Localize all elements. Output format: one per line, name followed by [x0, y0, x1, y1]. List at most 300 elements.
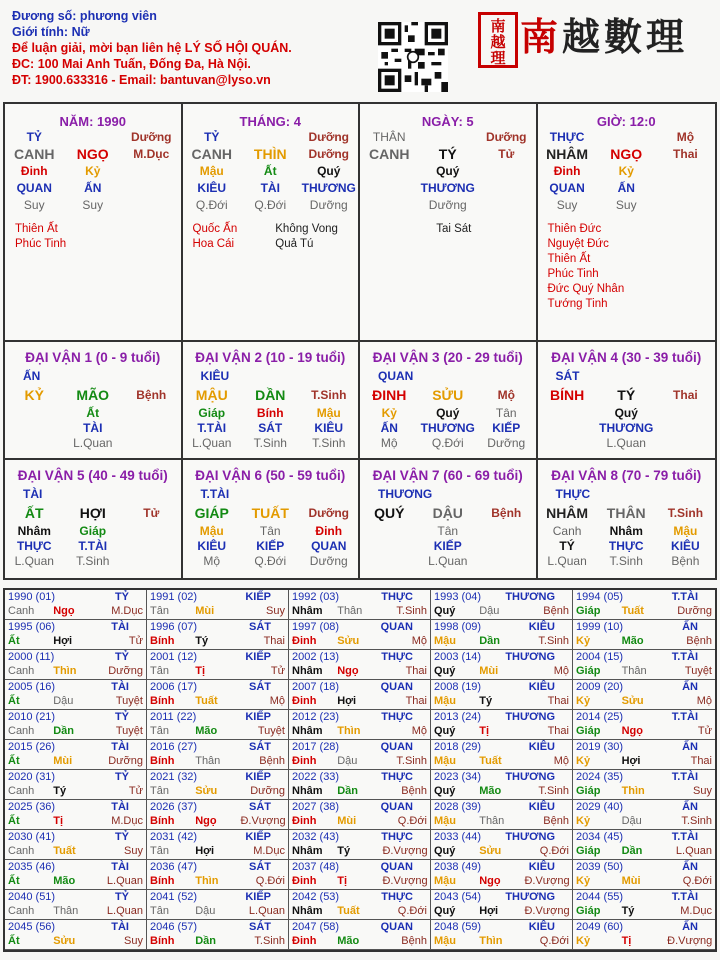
year-top — [434, 890, 569, 904]
pillar-cell: ẤN — [617, 181, 635, 195]
period-row — [538, 524, 716, 539]
year-top — [150, 650, 285, 664]
period-row — [5, 502, 181, 524]
year-star: SÁT — [249, 741, 271, 753]
period-row — [538, 406, 716, 421]
year-star: SÁT — [249, 801, 271, 813]
year-branch: Sửu — [337, 635, 360, 647]
pillar-row — [183, 129, 359, 146]
year-stem: Đinh — [292, 635, 317, 647]
period-cell: T.Sinh — [667, 506, 704, 520]
pillar-1 — [183, 104, 361, 342]
period-cell: L.Quan — [547, 554, 587, 568]
year-label: 2009 (20) — [576, 681, 624, 693]
year-bottom — [8, 844, 143, 858]
year-bottom — [292, 754, 427, 768]
period-cell — [538, 436, 597, 451]
year-stem: Bính — [150, 635, 175, 647]
pillar-cell: Mậu — [199, 164, 224, 178]
year-phase: Mộ — [696, 695, 712, 707]
period-cell: THƯƠNG — [420, 421, 475, 435]
year-cell — [147, 710, 289, 740]
year-stem: Bính — [150, 815, 175, 827]
period-row — [360, 554, 536, 569]
year-branch: Tị — [53, 815, 63, 827]
year-bottom — [292, 694, 427, 708]
year-top — [150, 890, 285, 904]
period-cell: L.Quan — [14, 554, 54, 568]
period-row — [360, 436, 536, 451]
period-cell: Nhâm — [609, 524, 643, 538]
year-bottom — [150, 604, 285, 618]
pillar-row — [183, 146, 359, 163]
year-stem: Quý — [434, 665, 456, 677]
year-branch: Tý — [195, 635, 209, 647]
year-stem: Ất — [8, 875, 20, 887]
year-star: SÁT — [249, 861, 271, 873]
year-label: 1996 (07) — [150, 621, 198, 633]
address: ĐC: 100 Mai Anh Tuấn, Đống Đa, Hà Nội. — [12, 57, 251, 71]
year-phase: T.Sinh — [538, 785, 569, 797]
year-bottom — [150, 754, 285, 768]
year-branch: Sửu — [621, 695, 644, 707]
year-phase: Dưỡng — [108, 665, 143, 677]
year-top — [576, 830, 712, 844]
year-phase: Đ.Vượng — [524, 875, 570, 887]
period-star: ẤN — [23, 369, 41, 383]
year-bottom — [576, 784, 712, 798]
year-branch: Thân — [53, 905, 79, 917]
year-star: THỰC — [381, 771, 413, 783]
period-cell: T.Sinh — [76, 554, 110, 568]
year-bottom — [576, 754, 712, 768]
year-stem: Mậu — [434, 875, 456, 887]
year-stem: Tân — [150, 725, 169, 737]
star-item: Tai Sát — [436, 223, 472, 235]
year-star: TÀI — [111, 801, 129, 813]
year-stem: Kỷ — [576, 815, 591, 827]
period-row — [183, 539, 359, 554]
year-stem: Đinh — [292, 755, 317, 767]
year-star: THỰC — [381, 591, 413, 603]
year-cell — [147, 830, 289, 860]
year-cell — [573, 770, 715, 800]
period-row — [538, 554, 716, 569]
star-item: Quả Tú — [275, 238, 314, 250]
year-star: TỶ — [114, 711, 129, 723]
year-branch: Mùi — [195, 605, 215, 617]
period-cell — [122, 524, 180, 539]
year-bottom — [576, 874, 712, 888]
period-cell: L.Quan — [192, 436, 232, 450]
year-cell — [5, 830, 147, 860]
period-row — [5, 436, 181, 451]
year-top — [8, 620, 143, 634]
year-branch: Tuất — [337, 905, 360, 917]
year-top — [8, 740, 143, 754]
period-cell: Canh — [552, 524, 582, 538]
year-phase: Tuyệt — [115, 695, 143, 707]
year-top — [292, 680, 427, 694]
year-top — [576, 740, 712, 754]
year-phase: Dưỡng — [677, 605, 712, 617]
year-star: T.TÀI — [671, 591, 698, 603]
year-bottom — [434, 904, 569, 918]
pillar-title: THÁNG: 4 — [239, 114, 301, 129]
year-stem: Ất — [8, 635, 20, 647]
pillar-cell — [360, 163, 418, 180]
year-phase: Q.Đới — [397, 905, 427, 917]
period-cell — [656, 421, 715, 436]
year-label: 1997 (08) — [292, 621, 340, 633]
year-star: QUAN — [380, 801, 413, 813]
star-item: Phúc Tinh — [15, 238, 67, 250]
brand-logo: 南越數理 — [520, 14, 689, 59]
year-cell — [289, 920, 431, 950]
year-bottom — [150, 634, 285, 648]
period-cell: DẬU — [432, 505, 463, 521]
pillar-cell — [656, 180, 715, 197]
pillar-row — [360, 180, 536, 197]
year-branch: Thìn — [479, 935, 503, 947]
year-star: TỶ — [114, 831, 129, 843]
star-item: Phúc Tinh — [547, 268, 599, 280]
period-cell: Tân — [259, 524, 281, 538]
year-bottom — [150, 904, 285, 918]
period-cell — [5, 421, 63, 436]
year-stem: Canh — [8, 665, 35, 677]
period-cell: GIÁP — [194, 505, 229, 521]
year-star: KIÊU — [528, 681, 555, 693]
year-stem: Nhâm — [292, 905, 323, 917]
year-branch: Mùi — [621, 875, 641, 887]
year-phase: Thai — [547, 725, 569, 737]
year-label: 2018 (29) — [434, 741, 482, 753]
year-phase: Bệnh — [259, 755, 285, 767]
pillar-cell — [64, 129, 122, 146]
year-stem: Tân — [150, 785, 169, 797]
stars-left — [15, 222, 98, 252]
period-cell: Dưỡng — [308, 506, 350, 520]
stars-right — [275, 222, 358, 252]
period-row — [538, 539, 716, 554]
year-branch: Tuất — [53, 845, 76, 857]
period-title: ĐẠI VẬN 7 (60 - 69 tuổi) — [372, 468, 523, 483]
year-star: QUAN — [380, 861, 413, 873]
year-stem: Kỷ — [576, 875, 591, 887]
year-phase: Bệnh — [543, 605, 569, 617]
year-branch: Sửu — [53, 935, 76, 947]
year-label: 2024 (35) — [576, 771, 624, 783]
yearly-grid — [3, 588, 717, 952]
year-star: KIÊU — [528, 861, 555, 873]
year-label: 2014 (25) — [576, 711, 624, 723]
year-top — [576, 920, 712, 934]
pillar-cell: THỰC — [549, 130, 585, 144]
year-star: KIÊU — [528, 801, 555, 813]
period-cell — [5, 406, 63, 421]
year-star: THỰC — [381, 831, 413, 843]
year-phase: Dưỡng — [250, 785, 285, 797]
year-phase: Tử — [697, 725, 712, 737]
year-top — [8, 590, 143, 604]
year-branch: Sửu — [479, 845, 502, 857]
star-item: Thiên Ất — [547, 253, 591, 265]
year-bottom — [292, 844, 427, 858]
year-star: KIẾP — [245, 651, 271, 663]
period-cell — [477, 554, 535, 569]
period-cell: Q.Đới — [431, 436, 464, 450]
period-cell: Thai — [673, 388, 698, 402]
year-branch: Tị — [621, 935, 632, 947]
year-phase: Thai — [690, 755, 712, 767]
period-cell: L.Quan — [428, 554, 468, 568]
year-label: 2000 (11) — [8, 651, 55, 663]
gender: Giới tính: Nữ — [12, 25, 90, 39]
pillar-cell — [122, 180, 180, 197]
year-branch: Dần — [195, 935, 216, 947]
year-star: TỶ — [114, 891, 129, 903]
pillar-row — [183, 180, 359, 197]
period-8 — [538, 460, 716, 578]
period-cell: Tử — [143, 506, 160, 520]
year-cell — [431, 710, 573, 740]
year-label: 2041 (52) — [150, 891, 198, 903]
year-bottom — [8, 724, 143, 738]
pillar-row — [183, 197, 359, 214]
year-branch: Hợi — [337, 695, 357, 707]
period-cell: MẬU — [195, 387, 228, 403]
year-bottom — [292, 814, 427, 828]
year-top — [150, 860, 285, 874]
year-stem: Đinh — [292, 935, 317, 947]
year-star: THƯƠNG — [505, 891, 555, 903]
year-cell — [5, 620, 147, 650]
pillar-cell: KIÊU — [197, 181, 227, 195]
year-stem: Nhâm — [292, 605, 323, 617]
year-phase: Suy — [693, 785, 712, 797]
year-branch: Dậu — [337, 755, 358, 767]
period-cell: QUAN — [311, 539, 347, 553]
year-top — [576, 860, 712, 874]
year-label: 2010 (21) — [8, 711, 56, 723]
year-bottom — [576, 844, 712, 858]
year-stem: Kỷ — [576, 935, 591, 947]
year-phase: T.Sinh — [538, 635, 569, 647]
year-top — [292, 770, 427, 784]
year-branch: Tị — [337, 875, 347, 887]
year-phase: Tử — [270, 665, 285, 677]
pillar-row — [5, 163, 181, 180]
year-phase: Tử — [128, 635, 143, 647]
year-label: 2007 (18) — [292, 681, 340, 693]
year-star: ẤN — [682, 681, 698, 693]
year-branch: Thìn — [621, 785, 645, 797]
year-stem: Bính — [150, 695, 175, 707]
year-phase: Tuyệt — [257, 725, 285, 737]
year-label: 2020 (31) — [8, 771, 56, 783]
year-bottom — [8, 754, 143, 768]
year-branch: Hợi — [621, 755, 641, 767]
year-star: THỰC — [381, 891, 413, 903]
year-top — [292, 800, 427, 814]
pillar-cell — [477, 197, 535, 214]
year-cell — [5, 920, 147, 950]
year-label: 1994 (05) — [576, 591, 624, 603]
year-branch: Ngọ — [337, 665, 359, 677]
period-cell: Đinh — [315, 524, 343, 538]
year-label: 2028 (39) — [434, 801, 482, 813]
year-star: ẤN — [682, 861, 698, 873]
year-top — [8, 800, 143, 814]
year-phase: T.Sinh — [681, 815, 712, 827]
year-branch: Thân — [195, 755, 221, 767]
year-cell — [431, 650, 573, 680]
year-branch: Dậu — [479, 605, 500, 617]
year-phase: M.Dục — [111, 605, 143, 617]
year-top — [292, 890, 427, 904]
pillar-row — [538, 129, 716, 146]
period-cell: Kỷ — [381, 406, 397, 420]
year-label: 2013 (24) — [434, 711, 482, 723]
year-star: THƯƠNG — [505, 831, 555, 843]
year-stem: Giáp — [576, 785, 601, 797]
year-label: 2004 (15) — [576, 651, 624, 663]
pillar-cell — [360, 180, 418, 197]
year-top — [576, 590, 712, 604]
year-top — [434, 830, 569, 844]
pillar-2 — [360, 104, 538, 342]
period-cell: Mậu — [199, 524, 224, 538]
period-6 — [183, 460, 361, 578]
year-label: 2021 (32) — [150, 771, 198, 783]
year-stem: Bính — [150, 755, 175, 767]
year-label: 2006 (17) — [150, 681, 198, 693]
pillar-cell — [477, 180, 535, 197]
year-bottom — [434, 694, 569, 708]
period-cell — [360, 524, 418, 539]
year-bottom — [150, 874, 285, 888]
year-phase: L.Quan — [106, 905, 143, 917]
year-cell — [573, 740, 715, 770]
period-row — [360, 524, 536, 539]
year-cell — [573, 890, 715, 920]
stars-right — [436, 222, 519, 237]
period-cell: Tân — [437, 524, 459, 538]
pillar-cell — [360, 197, 418, 214]
pillar-cell: Q.Đới — [254, 198, 287, 212]
year-branch: Tý — [337, 845, 351, 857]
year-bottom — [576, 664, 712, 678]
year-stem: Ất — [8, 815, 20, 827]
year-bottom — [8, 934, 143, 948]
period-cell — [122, 406, 180, 421]
year-bottom — [150, 814, 285, 828]
year-top — [576, 770, 712, 784]
year-bottom — [434, 724, 569, 738]
year-star: THỰC — [381, 711, 413, 723]
year-cell — [573, 800, 715, 830]
pillar-cell: Q.Đới — [195, 198, 228, 212]
pillar-row — [538, 146, 716, 163]
year-star: TỶ — [114, 651, 129, 663]
year-star: THỰC — [381, 651, 413, 663]
year-phase: T.Sinh — [396, 605, 427, 617]
year-phase: L.Quan — [675, 845, 712, 857]
year-branch: Mão — [53, 875, 76, 887]
year-branch: Tý — [479, 695, 493, 707]
period-cell — [656, 406, 715, 421]
year-top — [292, 650, 427, 664]
year-bottom — [434, 934, 569, 948]
year-top — [434, 740, 569, 754]
year-bottom — [150, 694, 285, 708]
period-title: ĐẠI VẬN 5 (40 - 49 tuổi) — [17, 468, 168, 483]
year-bottom — [434, 784, 569, 798]
year-star: KIÊU — [528, 621, 555, 633]
year-stem: Tân — [150, 605, 169, 617]
year-cell — [573, 680, 715, 710]
year-bottom — [292, 724, 427, 738]
year-bottom — [8, 664, 143, 678]
pillar-cell: Suy — [615, 198, 637, 212]
period-cell: KIẾP — [433, 539, 462, 553]
year-branch: Mùi — [337, 815, 357, 827]
year-stem: Kỷ — [576, 695, 591, 707]
period-1 — [5, 342, 183, 460]
year-bottom — [434, 874, 569, 888]
year-branch: Mão — [337, 935, 360, 947]
pillar-cell: TỶ — [204, 130, 220, 144]
period-title: ĐẠI VẬN 4 (30 - 39 tuổi) — [551, 350, 702, 365]
period-cell: Tân — [495, 406, 517, 420]
year-stem: Bính — [150, 935, 175, 947]
star-item: Thiên Đức — [547, 223, 602, 235]
header-info — [12, 8, 292, 88]
period-cell: ẤN — [380, 421, 398, 435]
period-row — [183, 524, 359, 539]
period-cell: QUÝ — [374, 505, 405, 521]
pillar-row — [360, 146, 536, 163]
year-branch: Sửu — [195, 785, 218, 797]
year-phase: Q.Đới — [539, 845, 569, 857]
period-cell: KIẾP — [256, 539, 285, 553]
contact-invite: Để luận giải, mời bạn liên hệ LÝ SỐ HỘI QUÁN. — [12, 41, 292, 55]
year-top — [576, 650, 712, 664]
pillar-cell: THƯƠNG — [301, 181, 356, 195]
year-cell — [5, 590, 147, 620]
seal-stamp: 南 越 理 — [478, 12, 518, 68]
year-star: ẤN — [682, 621, 698, 633]
year-top — [434, 920, 569, 934]
period-cell: HỢI — [79, 505, 106, 521]
star-item: Hoa Cái — [192, 238, 235, 250]
year-branch: Ngọ — [479, 875, 501, 887]
year-label: 2044 (55) — [576, 891, 624, 903]
period-row — [538, 384, 716, 406]
year-label: 2040 (51) — [8, 891, 56, 903]
year-cell — [147, 740, 289, 770]
year-stem: Canh — [8, 785, 35, 797]
pillar-cell — [122, 163, 180, 180]
pillar-cell — [419, 129, 477, 146]
year-phase: Suy — [266, 605, 285, 617]
year-label: 1993 (04) — [434, 591, 482, 603]
pillar-row — [538, 163, 716, 180]
pillar-cell: Tử — [498, 147, 515, 161]
period-2 — [183, 342, 361, 460]
year-star: TÀI — [111, 741, 129, 753]
